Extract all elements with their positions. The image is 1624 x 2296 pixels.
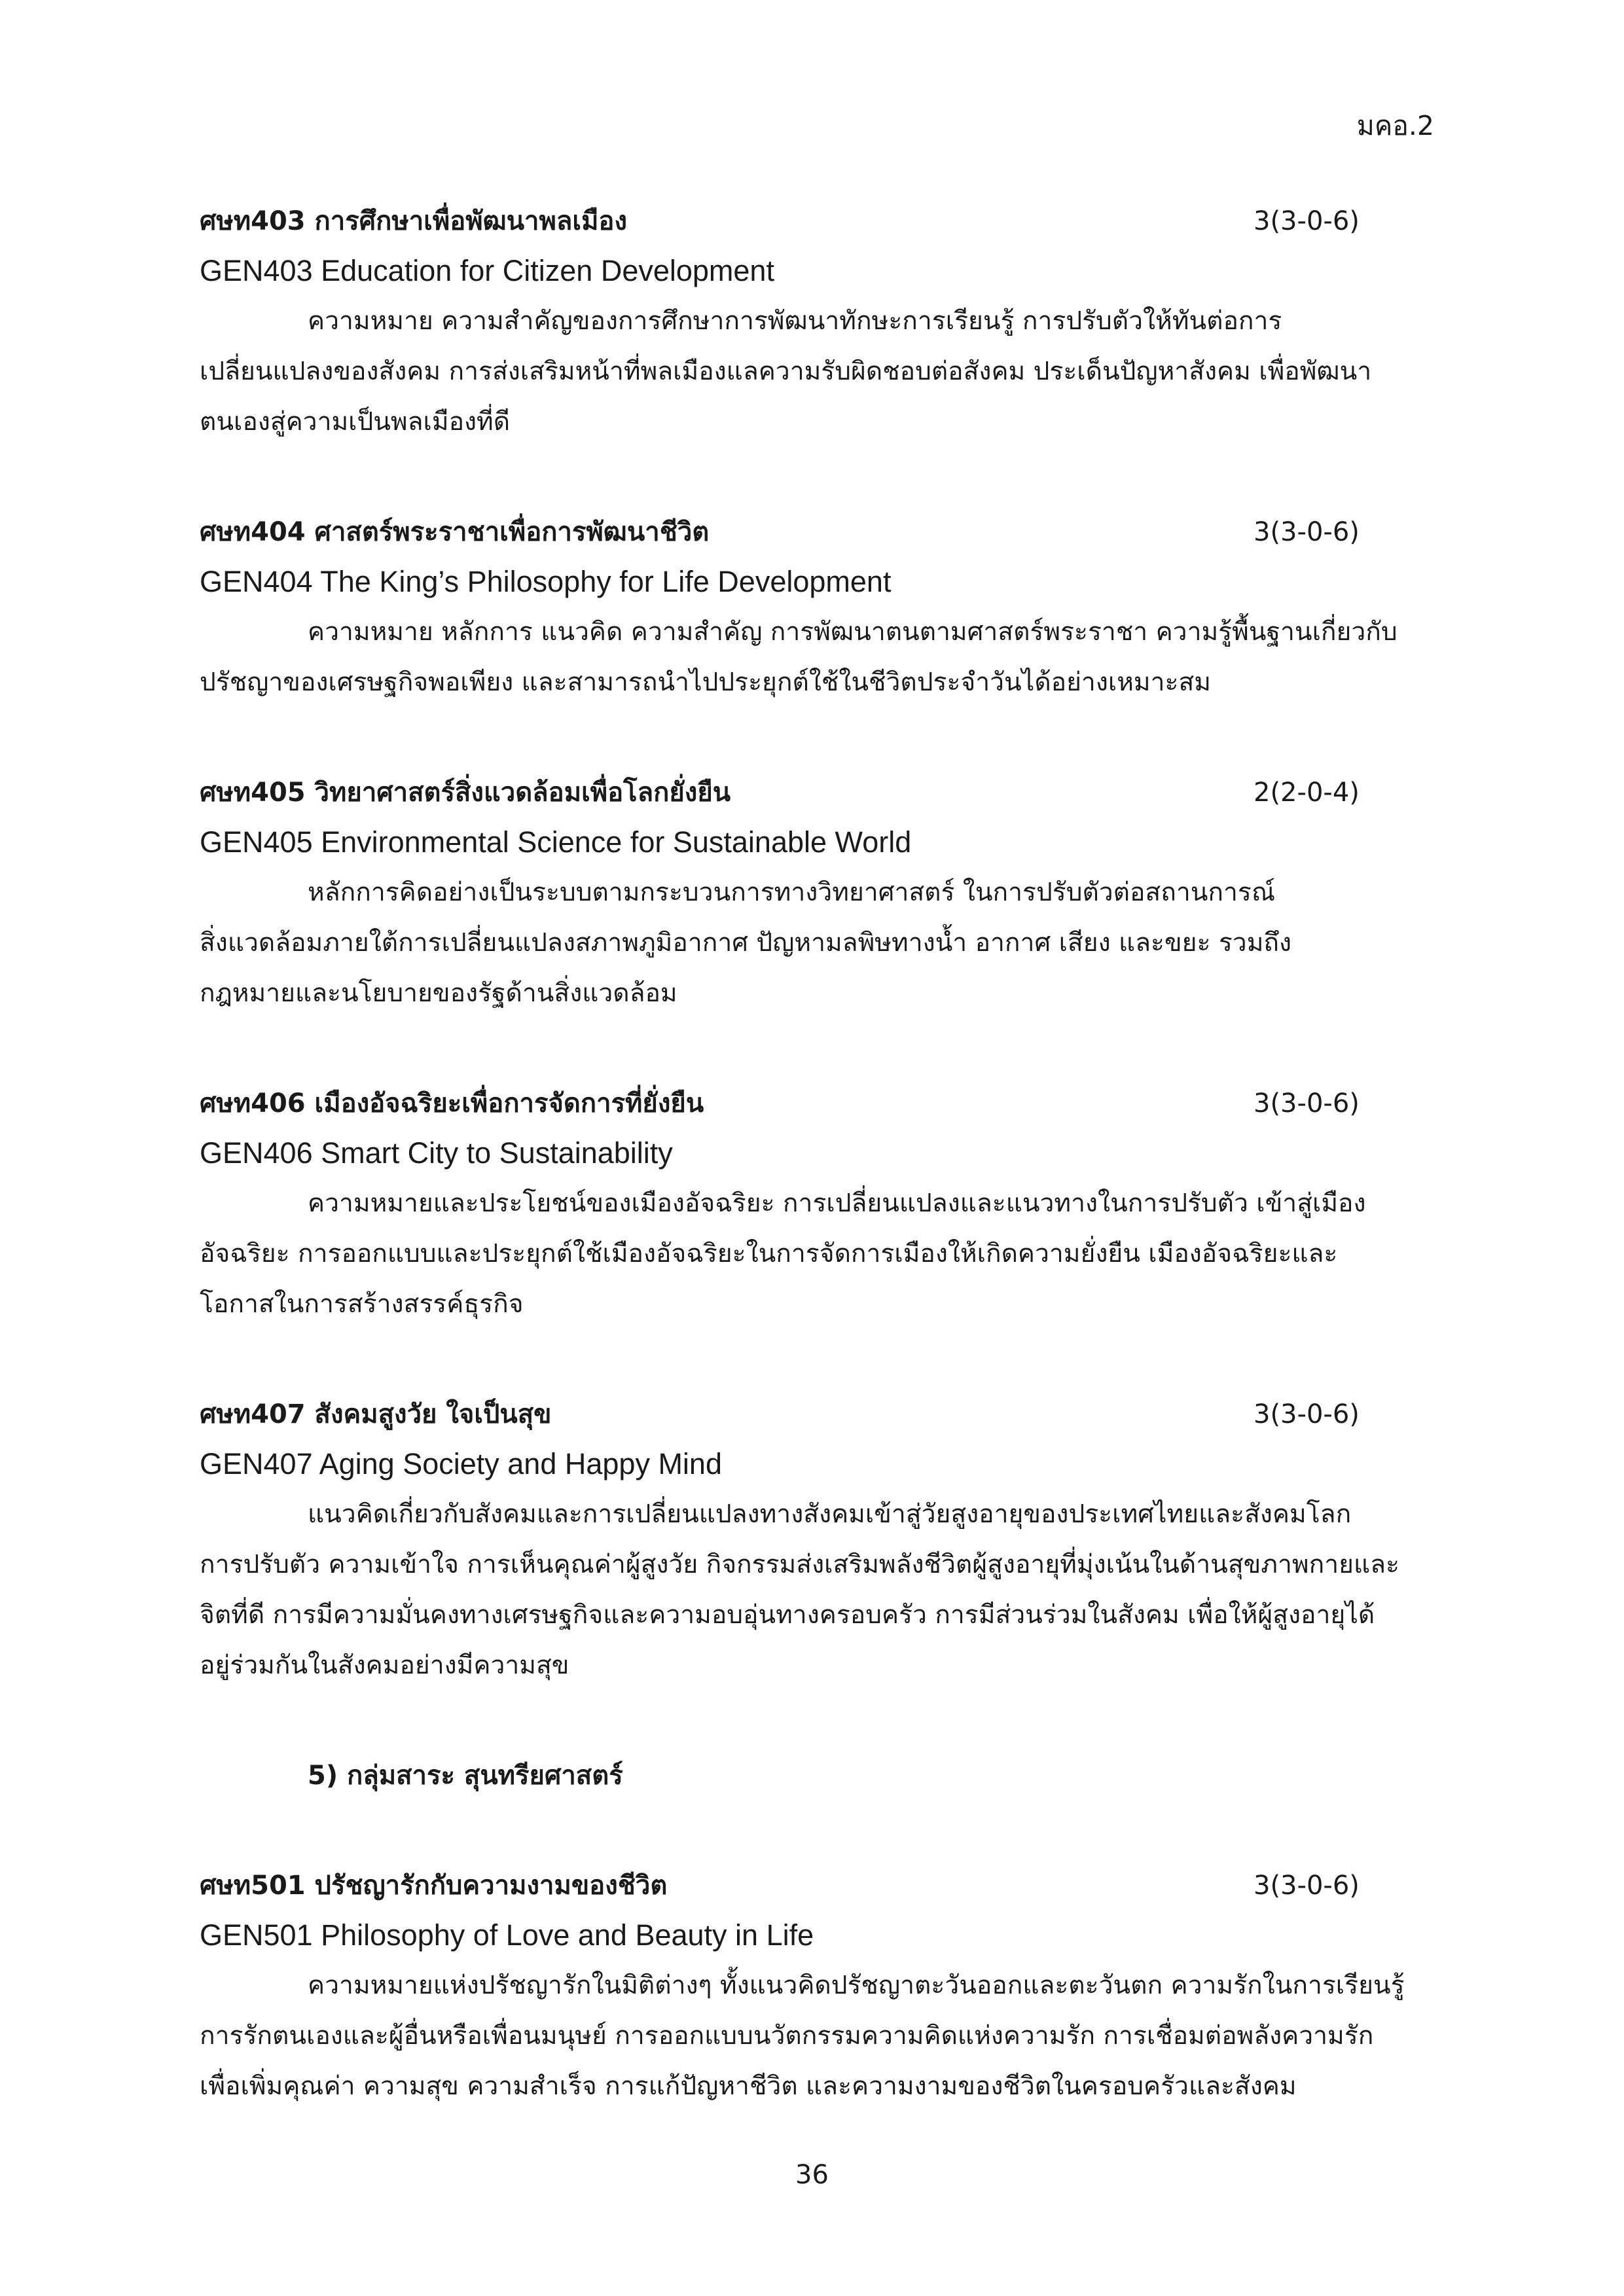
- course-block: [200, 768, 1447, 1018]
- course-header: [200, 768, 1447, 817]
- description-line: ปรัชญาของเศรษฐกิจพอเพียง และสามารถนำไปประยุกต์ใช้ในชีวิตประจำวันได้อย่างเหมาะสม: [200, 668, 1211, 697]
- course-block: [200, 1861, 1447, 2111]
- course-title-english: GEN404 The King’s Philosophy for Life Development: [200, 565, 892, 598]
- description-line: โอกาสในการสร้างสรรค์ธุรกิจ: [200, 1289, 524, 1319]
- course-title-thai: ศษท501 ปรัชญารักกับความงามของชีวิต: [200, 1871, 668, 1901]
- course-credits: 3(3-0-6): [1254, 1088, 1360, 1119]
- course-credits: 3(3-0-6): [1254, 1871, 1360, 1901]
- description-line: ความหมายแห่งปรัชญารักในมิติต่างๆ ทั้งแนวคิดปรัชญาตะวันออกและตะวันตก ความรักในการเรียนรู้: [308, 1971, 1405, 2000]
- description-line: การปรับตัว ความเข้าใจ การเห็นคุณค่าผู้สูงวัย กิจกรรมส่งเสริมพลังชีวิตผู้สูงอายุที่มุ่งเน้นในด้านสุขภาพกายและ: [200, 1550, 1399, 1579]
- section-heading: 5) กลุ่มสาระ สุนทรียศาสตร์: [308, 1761, 623, 1791]
- course-description: [200, 1178, 1447, 1329]
- description-line: ความหมายและประโยชน์ของเมืองอัจฉริยะ การเปลี่ยนแปลงและแนวทางในการปรับตัว เข้าสู่เมือง: [308, 1189, 1366, 1218]
- course-credits: 2(2-0-4): [1254, 778, 1360, 808]
- course-description: [200, 867, 1447, 1018]
- course-title-english: GEN403 Education for Citizen Development: [200, 254, 774, 287]
- course-title-english: GEN407 Aging Society and Happy Mind: [200, 1447, 722, 1480]
- course-title-thai: ศษท407 สังคมสูงวัย ใจเป็นสุข: [200, 1399, 552, 1429]
- description-line: แนวคิดเกี่ยวกับสังคมและการเปลี่ยนแปลงทางสังคมเข้าสู่วัยสูงอายุของประเทศไทยและสังคมโลก: [308, 1499, 1352, 1529]
- course-title-english: GEN501 Philosophy of Love and Beauty in Life: [200, 1918, 814, 1952]
- description-line: หลักการคิดอย่างเป็นระบบตามกระบวนการทางวิทยาศาสตร์ ในการปรับตัวต่อสถานการณ์: [308, 878, 1276, 907]
- description-line: จิตที่ดี การมีความมั่นคงทางเศรษฐกิจและความอบอุ่นทางครอบครัว การมีส่วนร่วมในสังคม เพื่อให้ผู้สูงอายุได้: [200, 1600, 1375, 1630]
- description-line: ความหมาย หลักการ แนวคิด ความสำคัญ การพัฒนาตนตามศาสตร์พระราชา ความรู้พื้นฐานเกี่ยวกับ: [308, 617, 1398, 647]
- description-line: สิ่งแวดล้อมภายใต้การเปลี่ยนแปลงสภาพภูมิอากาศ ปัญหามลพิษทางน้ำ อากาศ เสียง และขยะ รวมถึง: [200, 928, 1292, 958]
- course-header: [200, 1079, 1447, 1128]
- description-line: ตนเองสู่ความเป็นพลเมืองที่ดี: [200, 407, 511, 437]
- course-header: [200, 1861, 1447, 1910]
- course-description: [200, 1489, 1447, 1691]
- document-code: มคอ.2: [1356, 110, 1434, 141]
- course-description: [200, 1960, 1447, 2111]
- course-credits: 3(3-0-6): [1254, 1399, 1360, 1429]
- course-block: [200, 1390, 1447, 1691]
- course-title-thai: ศษท403 การศึกษาเพื่อพัฒนาพลเมือง: [200, 206, 627, 236]
- course-title-thai: ศษท405 วิทยาศาสตร์สิ่งแวดล้อมเพื่อโลกยั่งยืน: [200, 778, 731, 808]
- course-title-thai: ศษท404 ศาสตร์พระราชาเพื่อการพัฒนาชีวิต: [200, 517, 710, 547]
- course-title-thai: ศษท406 เมืองอัจฉริยะเพื่อการจัดการที่ยั่งยืน: [200, 1088, 704, 1119]
- course-credits: 3(3-0-6): [1254, 517, 1360, 547]
- description-line: อยู่ร่วมกันในสังคมอย่างมีความสุข: [200, 1651, 569, 1680]
- description-line: กฎหมายและนโยบายของรัฐด้านสิ่งแวดล้อม: [200, 978, 677, 1008]
- course-header: [200, 1390, 1447, 1439]
- course-list: [200, 196, 1447, 2172]
- course-description: [200, 296, 1447, 447]
- course-header: [200, 196, 1447, 246]
- course-title-english: GEN405 Environmental Science for Sustainable World: [200, 825, 912, 859]
- course-header: [200, 507, 1447, 557]
- course-block: [200, 196, 1447, 447]
- course-block: [200, 1079, 1447, 1329]
- description-line: ความหมาย ความสำคัญของการศึกษาการพัฒนาทักษะการเรียนรู้ การปรับตัวให้ทันต่อการ: [308, 306, 1282, 336]
- description-line: การรักตนเองและผู้อื่นหรือเพื่อนมนุษย์ การออกแบบนวัตกรรมความคิดแห่งความรัก การเชื่อมต่อพลังความรัก: [200, 2021, 1374, 2051]
- course-description: [200, 607, 1447, 708]
- page-number: 36: [795, 2160, 829, 2190]
- course-title-english: GEN406 Smart City to Sustainability: [200, 1136, 673, 1170]
- course-credits: 3(3-0-6): [1254, 206, 1360, 236]
- description-line: อัจฉริยะ การออกแบบและประยุกต์ใช้เมืองอัจฉริยะในการจัดการเมืองให้เกิดความยั่งยืน เมืองอัจฉริยะและ: [200, 1239, 1338, 1268]
- course-block: [200, 507, 1447, 708]
- description-line: เพื่อเพิ่มคุณค่า ความสุข ความสำเร็จ การแก้ปัญหาชีวิต และความงามของชีวิตในครอบครัวและสังคม: [200, 2072, 1297, 2101]
- description-line: เปลี่ยนแปลงของสังคม การส่งเสริมหน้าที่พลเมืองแลความรับผิดชอบต่อสังคม ประเด็นปัญหาสังคม เพื่อพัฒนา: [200, 357, 1372, 386]
